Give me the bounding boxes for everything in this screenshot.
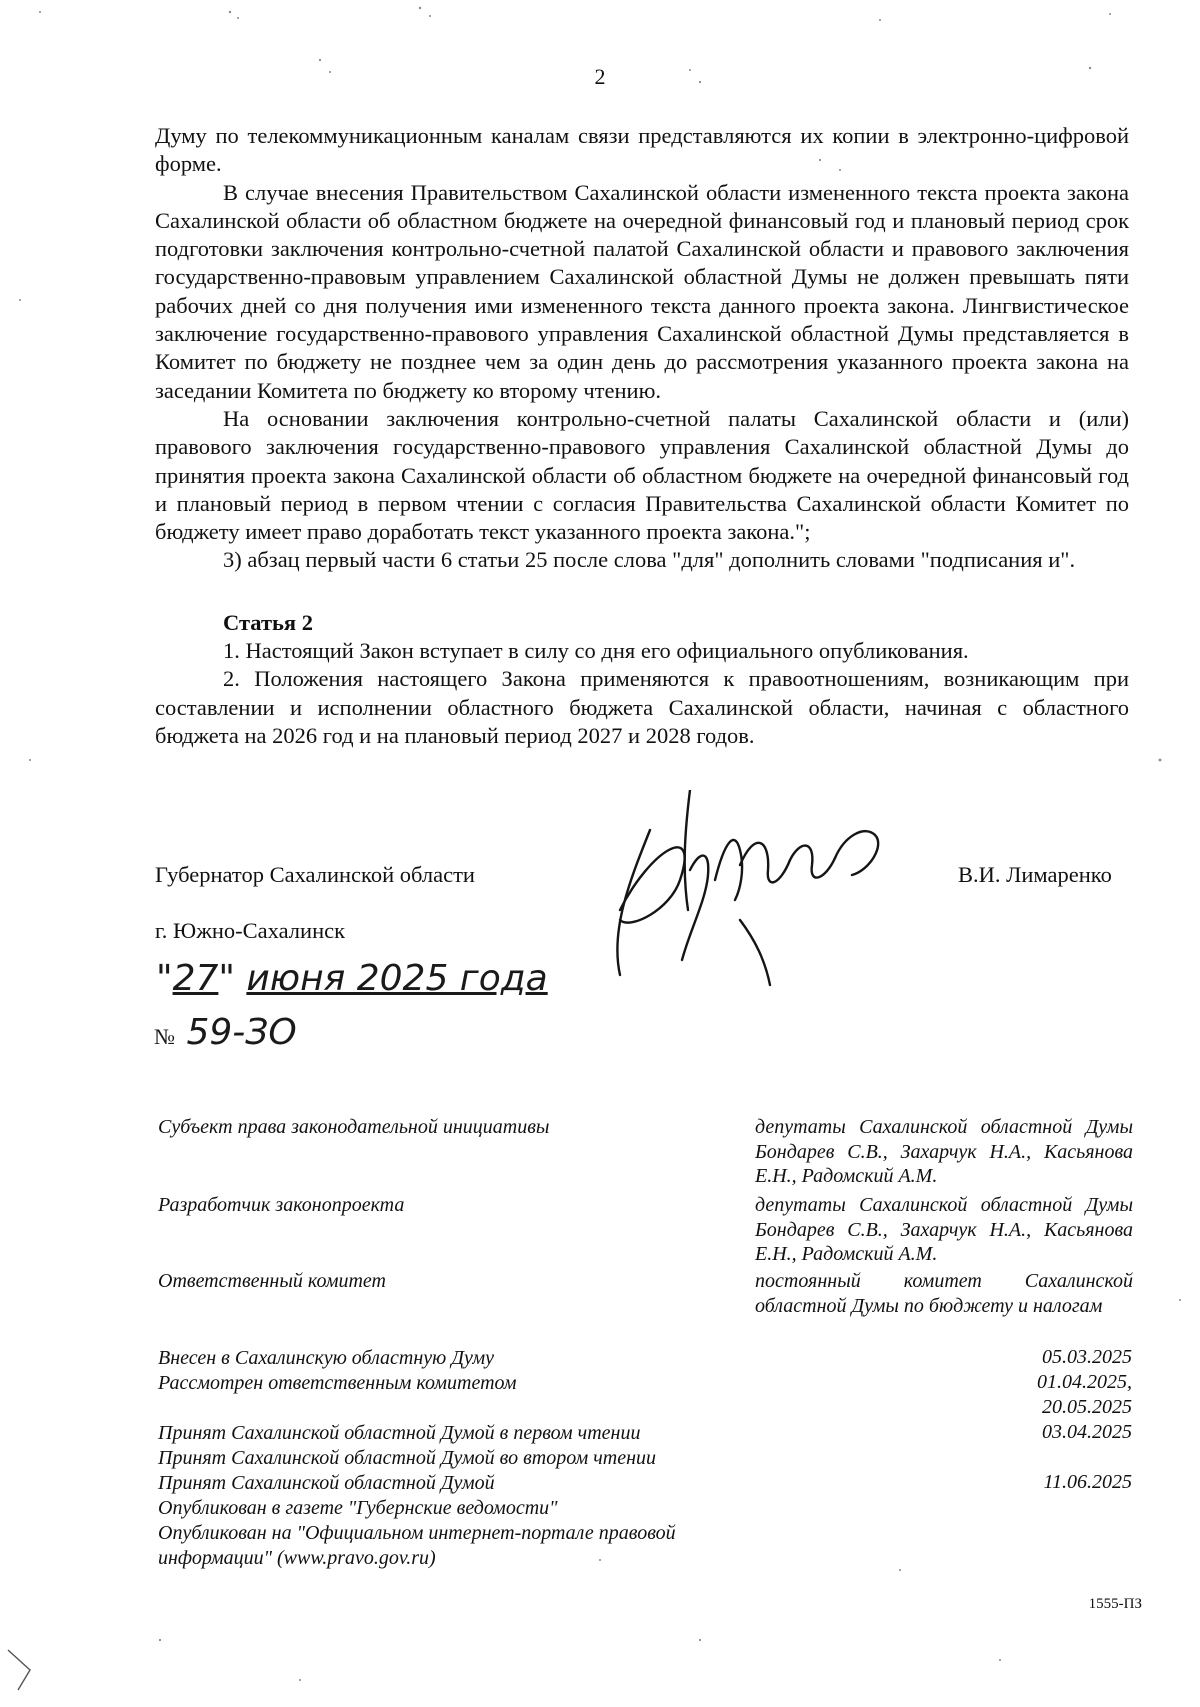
adopted-label: Принят Сахалинской областной Думой [158, 1472, 495, 1494]
handwritten-law-number [154, 1012, 297, 1053]
reviewed-date-2: 20.05.2025 [1042, 1396, 1132, 1418]
second-reading-label: Принят Сахалинской областной Думой во втором чтении [158, 1447, 657, 1469]
introduced-label: Внесен в Сахалинскую областную Думу [158, 1347, 495, 1369]
developer-label: Разработчик законопроекта [158, 1194, 405, 1216]
governor-name: В.И. Лимаренко [958, 862, 1112, 887]
article-2-heading: Статья 2 [223, 609, 313, 635]
committee-label: Ответственный комитет [158, 1270, 386, 1292]
paragraph-continuation: Думу по телекоммуникационным каналам связи представляются их копии в электронно-цифровой форме. [155, 123, 1129, 177]
first-reading-label: Принят Сахалинской областной Думой в первом чтении [158, 1422, 641, 1444]
published-portal-label: Опубликован на "Официальном интернет-портале правовой информации" (www.pravo.gov.ru) [158, 1522, 676, 1569]
paragraph-amendment-3: 3) абзац первый части 6 статьи 25 после слова "для" дополнить словами "подписания и". [223, 547, 1076, 573]
handwritten-date [156, 958, 548, 999]
page-number: 2 [594, 64, 606, 89]
article-2-item-1: 1. Настоящий Закон вступает в силу со дня его официального опубликования. [223, 638, 969, 664]
reviewed-label: Рассмотрен ответственным комитетом [158, 1372, 517, 1394]
reviewed-date-1: 01.04.2025, [1037, 1371, 1132, 1393]
paragraph-committee-rights: На основании заключения контрольно-счетной палаты Сахалинской области и (или) правового заключения государственно-правового управления Сахалинской областной Думы до принятия проекта закона Сахалинской области об областном бюджете на очередной финансовый год и плановый период в первом чтении с согласия Правительства Сахалинской области Комитет по бюджету имеет право доработать текст указанного проекта закона."; [155, 405, 1129, 545]
handwritten-date-day: 27 [172, 958, 219, 999]
city-name: г. Южно-Сахалинск [155, 918, 346, 943]
handwritten-date-rest: июня 2025 года [246, 958, 548, 999]
document-code: 1555-ПЗ [1088, 1596, 1142, 1612]
introduced-date: 05.03.2025 [1042, 1346, 1132, 1368]
date-quote-open: " [156, 958, 173, 999]
governor-position: Губернатор Сахалинской области [155, 862, 475, 887]
governor-signature [590, 790, 920, 990]
first-reading-date: 03.04.2025 [1042, 1421, 1132, 1443]
committee-value: постоянный комитет Сахалинской областной Думы по бюджету и налогам [755, 1270, 1133, 1317]
article-2-item-2: 2. Положения настоящего Закона применяются к правоотношениям, возникающим при составлении и исполнении областного бюджета Сахалинской области, начиная с областного бюджета на 2026 год и на плановый период 2027 и 2028 годов. [155, 666, 1129, 748]
initiative-value: депутаты Сахалинской областной Думы Бондарев С.В., Захарчук Н.А., Касьянова Е.Н., Радомский А.М. [755, 1116, 1133, 1187]
law-body-text [155, 122, 1129, 750]
initiative-label: Субъект права законодательной инициативы [158, 1116, 550, 1138]
number-label: № [154, 1024, 175, 1049]
published-newspaper-label: Опубликован в газете "Губернские ведомости" [158, 1497, 558, 1519]
paragraph-amended-text: В случае внесения Правительством Сахалинской области измененного текста проекта закона Сахалинской области об областном бюджете на очередной финансовый год и плановый период срок подготовки заключения контрольно-счетной палатой Сахалинской области и правового заключения государственно-правовым управлением Сахалинской областной Думы не должен превышать пяти рабочих дней со дня получения ими измененного текста данного проекта закона. Лингвистическое заключение государственно-правового управления Сахалинской областной Думы представляется в Комитет по бюджету не позднее чем за один день до рассмотрения указанного проекта закона на заседании Комитета по бюджету ко второму чтению. [155, 179, 1129, 403]
developer-value: депутаты Сахалинской областной Думы Бондарев С.В., Захарчук Н.А., Касьянова Е.Н., Радомский А.М. [755, 1194, 1133, 1265]
date-quote-close: " [218, 958, 235, 999]
law-number: 59-ЗО [186, 1012, 297, 1053]
adopted-date: 11.06.2025 [1043, 1471, 1132, 1493]
